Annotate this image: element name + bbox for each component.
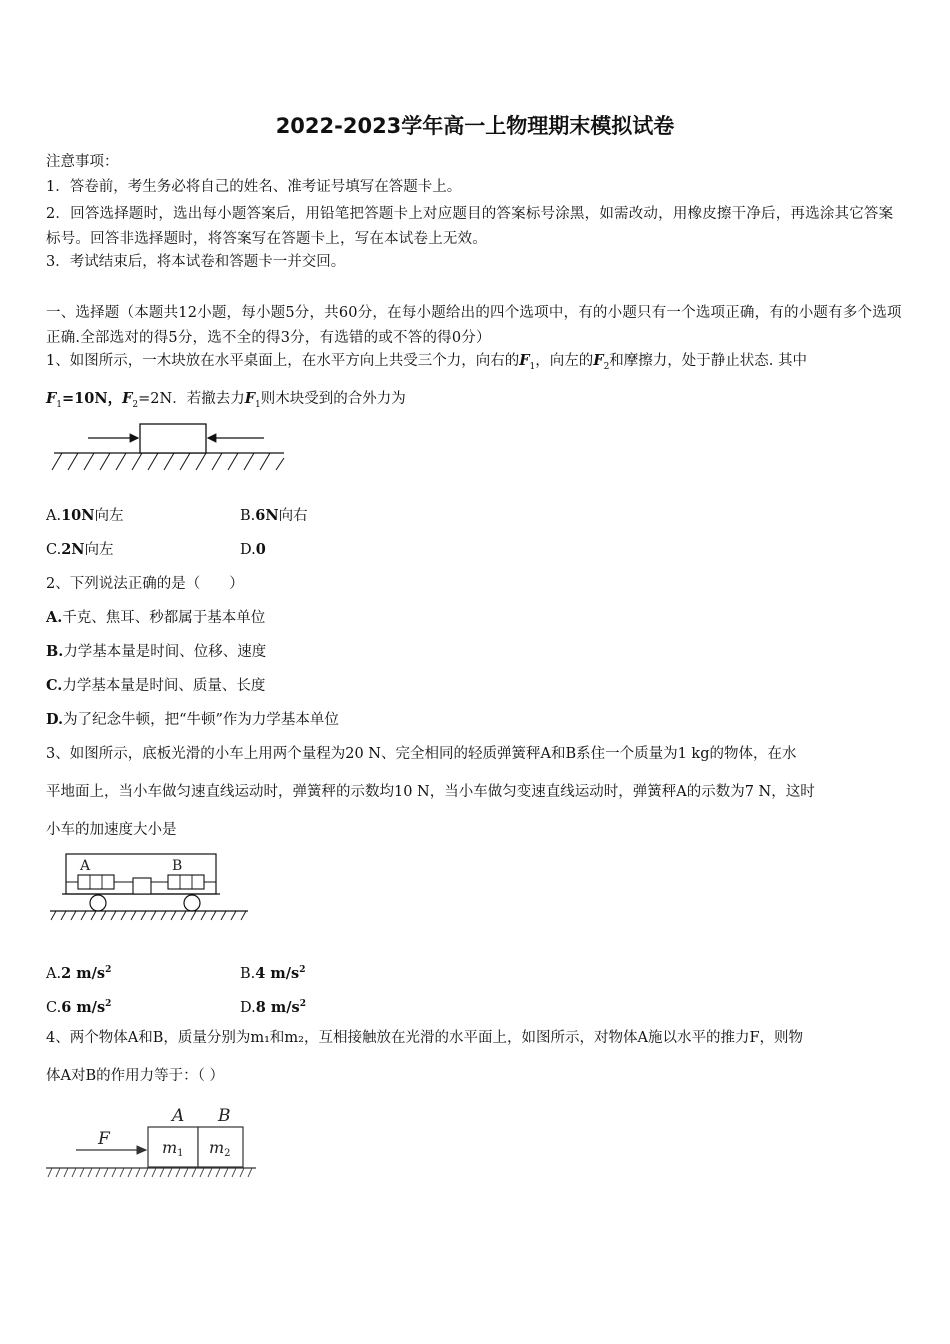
q3-option-b-sup: 2: [299, 965, 306, 975]
q1-f1-again: F: [46, 390, 57, 407]
q4-m2-text: m: [209, 1138, 225, 1157]
q3-option-a-sup: 2: [105, 965, 112, 975]
q2-option-d[interactable]: [46, 710, 908, 730]
q1-f1: F: [519, 352, 530, 369]
q3-label-b: B: [172, 858, 183, 874]
q3-option-a-unit: [71, 965, 111, 982]
q3-option-b-unit-text: m/s: [270, 964, 300, 982]
q3-figure: [48, 852, 253, 924]
q3-spring-b: [168, 875, 204, 889]
q1-option-b-suffix: 向右: [278, 508, 308, 524]
q1-option-c-text: 2N: [61, 541, 85, 558]
q2-option-d-letter: D.: [46, 711, 64, 728]
q2-option-a-letter: A.: [46, 609, 63, 626]
q3-option-a[interactable]: [46, 960, 111, 984]
q3-ground-hatch: [51, 911, 246, 920]
notice-item-3: 3．考试结束后，将本试卷和答题卡一并交回。: [46, 254, 346, 270]
q3-spring-a: [78, 875, 114, 889]
q1-f2: F: [593, 352, 604, 369]
q1-stem-line1: [46, 351, 908, 377]
q1-option-c[interactable]: [46, 540, 114, 560]
q1-f2-again: F: [122, 390, 133, 407]
q1-text-d: =10N，: [62, 390, 123, 407]
q1-stem-line2: [46, 389, 908, 415]
q1-f1-sub: 1: [529, 361, 536, 372]
q1-text-e: =2N．若撤去力: [138, 391, 245, 407]
q1-text-f: 则木块受到的合外力为: [260, 391, 406, 407]
q2-option-a[interactable]: [46, 608, 908, 628]
q1-text-a: 1、如图所示，一木块放在水平桌面上，在水平方向上共受三个力，向右的: [46, 353, 520, 369]
q1-option-a[interactable]: [46, 506, 124, 526]
exam-title: 2022-2023学年高一上物理期末模拟试卷: [275, 114, 675, 138]
q1-option-b-text: 6N: [255, 507, 279, 524]
q1-option-a-letter: A.: [46, 508, 62, 524]
q1-f1-third-sub: 1: [255, 399, 261, 410]
q3-wheel-left: [90, 895, 106, 911]
q4-m2-sub: 2: [224, 1148, 231, 1159]
q1-f1-third: F: [244, 390, 256, 407]
q4-m1-text: m: [162, 1138, 178, 1157]
q3-mass-block: [133, 878, 151, 894]
q1-option-a-suffix: 向左: [94, 508, 124, 524]
q1-ground-hatch: [52, 453, 284, 470]
q3-option-b-letter: B.: [240, 965, 256, 982]
q4-figure: [46, 1102, 261, 1182]
q3-option-c-unit: [71, 999, 111, 1016]
q1-option-d-text: 0: [255, 541, 266, 558]
q3-option-b-value: 4: [255, 964, 266, 982]
q1-option-d[interactable]: [240, 540, 266, 560]
q2-option-d-text: 为了纪念牛顿，把“牛顿”作为力学基本单位: [63, 712, 339, 728]
q3-option-a-value: 2: [61, 964, 72, 982]
section-heading: 一、选择题（本题共12小题，每小题5分，共60分，在每小题给出的四个选项中，有的小题只有一个选项正确，有的小题有多个选项正确.全部选对的得5分，选不全的得3分，有选错的或不答的得0分）: [46, 305, 902, 346]
q2-option-c[interactable]: [46, 676, 908, 696]
q3-option-c[interactable]: [46, 994, 111, 1018]
q2-option-b-text: 力学基本量是时间、位移、速度: [63, 644, 267, 660]
q2-stem: 2、下列说法正确的是（ ）: [46, 576, 244, 592]
q3-option-d-sup: 2: [299, 999, 306, 1009]
notice-item-1: 1．答卷前，考生务必将自己的姓名、准考证号填写在答题卡上。: [46, 179, 462, 195]
q3-label-a: A: [80, 858, 91, 874]
q1-text-b: ，向左的: [535, 353, 594, 369]
q3-option-d-unit: [266, 999, 306, 1016]
q3-option-b[interactable]: [240, 960, 306, 984]
q4-ground-hatch: [48, 1168, 252, 1177]
q4-m1-sub: 1: [177, 1148, 184, 1159]
q3-option-a-letter: A.: [46, 965, 62, 982]
q1-option-a-text: 10N: [61, 507, 95, 524]
q1-option-c-suffix: 向左: [84, 542, 114, 558]
q3-stem-line2: 平地面上，当小车做匀速直线运动时，弹簧秤的示数均10 N，当小车做匀变速直线运动时，弹簧秤A的示数为7 N，这时: [46, 784, 815, 800]
q4-label-a: A: [172, 1106, 185, 1126]
q3-option-c-letter: C.: [46, 999, 62, 1016]
q1-text-c: 和摩擦力，处于静止状态. 其中: [609, 353, 808, 369]
q4-label-b: B: [218, 1106, 231, 1126]
q1-option-c-letter: C.: [46, 542, 62, 558]
q3-option-c-sup: 2: [105, 999, 112, 1009]
q3-option-a-unit-text: m/s: [76, 964, 106, 982]
q1-option-d-letter: D.: [240, 542, 256, 558]
q2-option-b-letter: B.: [46, 643, 64, 660]
q1-f2-again-sub: 2: [132, 399, 139, 410]
notice-item-2: 2．回答选择题时，选出每小题答案后，用铅笔把答题卡上对应题目的答案标号涂黑，如需改动，用橡皮擦干净后，再选涂其它答案标号。回答非选择题时，将答案写在答题卡上，写在本试卷上无效。: [46, 206, 894, 247]
q3-option-d-value: 8: [255, 998, 266, 1016]
q3-option-b-unit: [265, 965, 305, 982]
q2-option-c-letter: C.: [46, 677, 63, 694]
q1-figure: [48, 420, 288, 475]
q1-block: [140, 424, 206, 453]
q2-option-c-text: 力学基本量是时间、质量、长度: [62, 678, 266, 694]
q1-f1-again-sub: 1: [56, 399, 63, 410]
q4-label-f: F: [98, 1129, 110, 1149]
q3-option-c-unit-text: m/s: [76, 998, 106, 1016]
q2-option-b[interactable]: [46, 642, 908, 662]
q3-option-d-letter: D.: [240, 999, 256, 1016]
q4-stem-line2: 体A对B的作用力等于：（ ）: [46, 1068, 224, 1084]
q1-option-b[interactable]: [240, 506, 308, 526]
q3-stem-line1: 3、如图所示，底板光滑的小车上用两个量程为20 N、完全相同的轻质弹簧秤A和B系住一个质量为1 kg的物体，在水: [46, 746, 797, 762]
q3-option-c-value: 6: [61, 998, 72, 1016]
q2-option-a-text: 千克、焦耳、秒都属于基本单位: [62, 610, 266, 626]
q4-stem-line1: 4、两个物体A和B，质量分别为m₁和m₂，互相接触放在光滑的水平面上，如图所示，对物体A施以水平的推力F，则物: [46, 1030, 804, 1046]
q3-wheel-right: [184, 895, 200, 911]
q1-option-b-letter: B.: [240, 508, 256, 524]
q1-f2-sub: 2: [603, 361, 610, 372]
q3-stem-line3: 小车的加速度大小是: [46, 822, 177, 838]
q3-option-d-unit-text: m/s: [270, 998, 300, 1016]
notice-heading: 注意事项：: [46, 154, 119, 170]
q3-option-d[interactable]: [240, 994, 306, 1018]
